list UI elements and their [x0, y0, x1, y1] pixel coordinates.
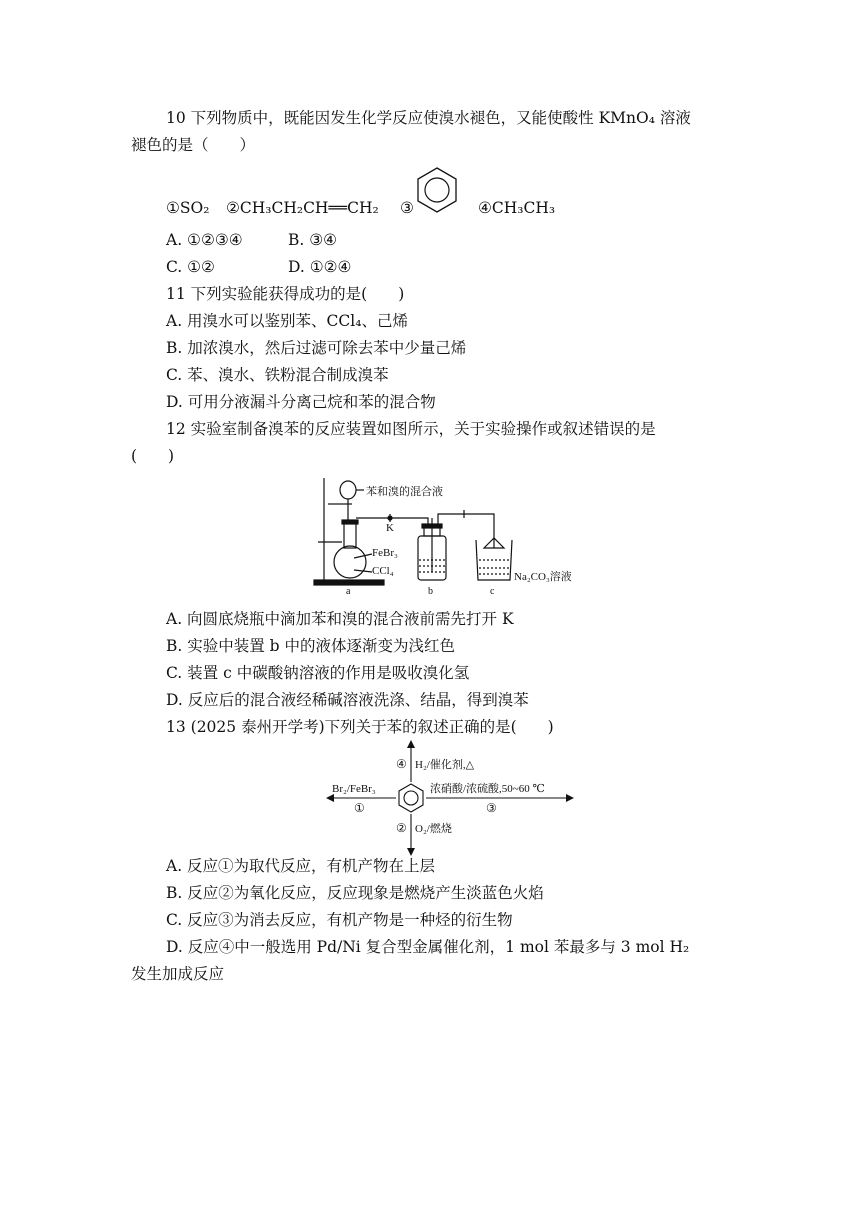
- q13-option-d-line1: D. 反应④中一般选用 Pd/Ni 复合型金属催化剂，1 mol 苯最多与 3 mol H₂: [166, 938, 690, 956]
- fig12-label-c: c: [490, 586, 495, 597]
- q13-option-a: A. 反应①为取代反应，有机产物在上层: [166, 857, 436, 875]
- q12-option-d: D. 反应后的混合液经稀碱溶液洗涤、结晶，得到溴苯: [166, 691, 529, 709]
- q12-option-a: A. 向圆底烧瓶中滴加苯和溴的混合液前需先打开 K: [166, 610, 514, 628]
- q11-option-c: C. 苯、溴水、铁粉混合制成溴苯: [166, 366, 389, 384]
- fig12-label-b: b: [428, 586, 433, 597]
- q11-option-d: D. 可用分液漏斗分离己烷和苯的混合物: [166, 393, 436, 411]
- q13-option-d-line2: 发生加成反应: [131, 965, 225, 983]
- q11-option-a: A. 用溴水可以鉴别苯、CCl₄、己烯: [166, 312, 408, 330]
- q10-stem-line2: 褪色的是（ ）: [131, 136, 256, 154]
- bromobenzene-apparatus-figure: [310, 474, 585, 600]
- q13-option-b: B. 反应②为氧化反应，反应现象是燃烧产生淡蓝色火焰: [166, 884, 544, 902]
- q10-item-2: ②CH₃CH₂CH══CH₂: [226, 199, 379, 217]
- fig13-reaction4-condition: H₂/催化剂,△: [415, 759, 475, 771]
- fig13-reaction2-number: ②: [396, 821, 407, 835]
- q10-item-1: ①SO₂: [166, 199, 210, 217]
- q10-option-c: C. ①②: [166, 258, 215, 276]
- q10-option-a: A. ①②③④: [166, 231, 243, 249]
- fig12-febr3-label: FeBr₃: [372, 547, 398, 559]
- q12-option-b: B. 实验中装置 b 中的液体逐渐变为浅红色: [166, 637, 456, 655]
- fig13-reaction3-number: ③: [486, 801, 497, 815]
- fig12-label-a: a: [346, 586, 351, 597]
- q12-option-c: C. 装置 c 中碳酸钠溶液的作用是吸收溴化氢: [166, 664, 470, 682]
- fig13-reaction1-condition: Br₂/FeBr₃: [332, 783, 376, 795]
- fig12-ccl4-label: CCl₄: [372, 565, 394, 577]
- fig13-reaction2-condition: O₂/燃烧: [415, 823, 452, 835]
- fig13-reaction1-number: ①: [354, 801, 365, 815]
- q12-stem-line2: ( ): [131, 447, 175, 465]
- q11-stem: 11 下列实验能获得成功的是( ): [166, 285, 405, 303]
- q13-stem: 13 (2025 泰州开学考)下列关于苯的叙述正确的是( ): [166, 718, 554, 736]
- benzene-ring-structure: [412, 166, 462, 214]
- fig13-reaction3-condition: 浓硝酸/浓硫酸,50~60 ℃: [430, 783, 545, 795]
- fig12-funnel-label: 苯和溴的混合液: [366, 486, 443, 498]
- fig13-reaction4-number: ④: [396, 757, 407, 771]
- q10-stem-line1: 10 下列物质中，既能因发生化学反应使溴水褪色，又能使酸性 KMnO₄ 溶液: [166, 109, 691, 127]
- q10-item-4: ④CH₃CH₃: [478, 199, 556, 217]
- fig12-k-label: K: [386, 522, 394, 534]
- q10-option-b: B. ③④: [288, 231, 338, 249]
- q10-option-d: D. ①②④: [288, 258, 352, 276]
- q13-option-c: C. 反应③为消去反应，有机产物是一种烃的衍生物: [166, 911, 513, 929]
- q10-item-3: ③: [400, 199, 414, 217]
- q12-stem-line1: 12 实验室制备溴苯的反应装置如图所示，关于实验操作或叙述错误的是: [166, 420, 656, 438]
- q11-option-b: B. 加浓溴水，然后过滤可除去苯中少量己烯: [166, 339, 467, 357]
- fig12-na2co3-label: Na₂CO₃溶液: [514, 571, 572, 583]
- benzene-reactions-figure: [326, 740, 576, 856]
